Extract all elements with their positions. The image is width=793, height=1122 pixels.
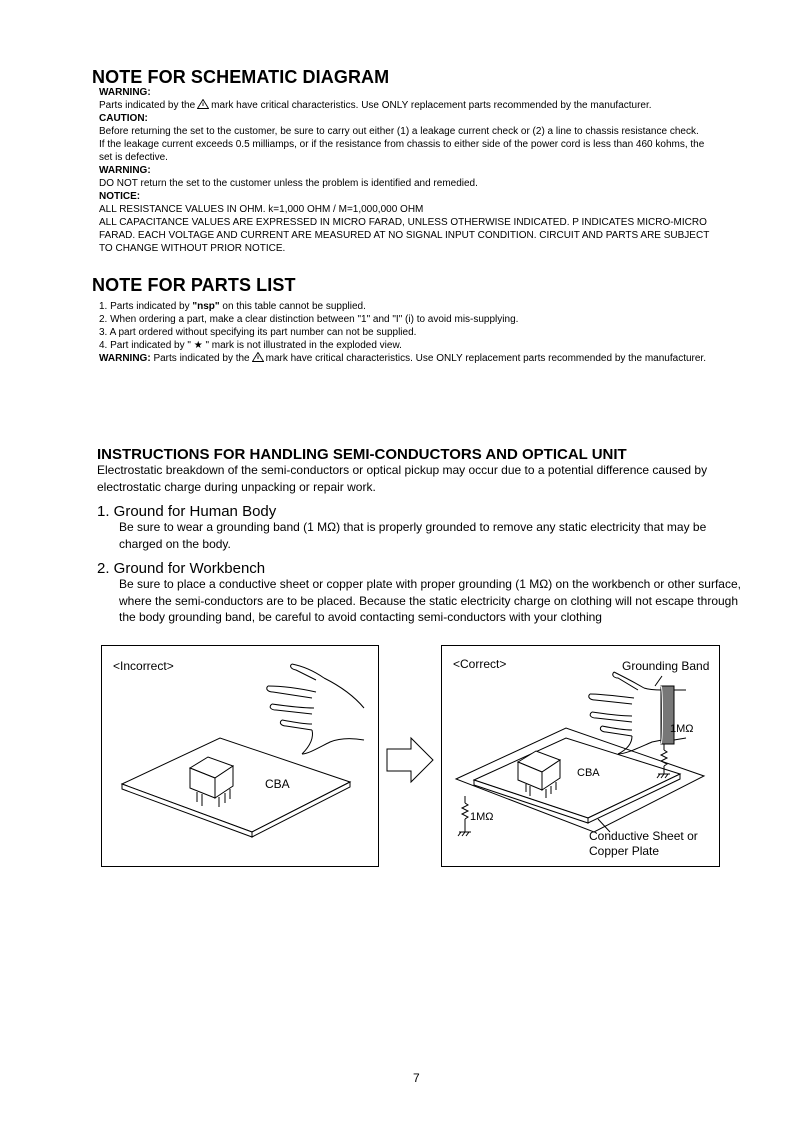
instructions-intro	[97, 462, 707, 495]
parts-title: NOTE FOR PARTS LIST	[92, 275, 296, 295]
cba-board	[122, 738, 350, 837]
notice-line: FARAD. EACH VOLTAGE AND CURRENT ARE MEASURED AT NO SIGNAL INPUT CONDITION. CIRCUIT AND PARTS ARE SUBJECT	[99, 230, 710, 241]
caution-line: Before returning the set to the customer, be sure to carry out either (1) a leakage current check or (2) a line to chassis resistance check.	[99, 126, 699, 137]
correct-diagram	[441, 645, 720, 867]
warning-label: WARNING:	[99, 87, 151, 98]
step-1-body	[119, 519, 706, 552]
parts-item-1: 1. Parts indicated by "nsp" on this table cannot be supplied.	[99, 301, 366, 312]
notice-line: ALL CAPACITANCE VALUES ARE EXPRESSED IN MICRO FARAD, UNLESS OTHERWISE INDICATED. P INDICATES MICRO-MICRO	[99, 217, 707, 228]
warning-text: Parts indicated by the mark have critical characteristics. Use ONLY replacement parts recommended by the manufacturer.	[99, 100, 652, 111]
incorrect-label: <Incorrect>	[113, 659, 174, 673]
correct-label: <Correct>	[453, 657, 507, 671]
warning2-label: WARNING:	[99, 165, 151, 176]
incorrect-diagram	[101, 645, 379, 867]
star-icon: ★	[193, 340, 203, 351]
step-1-line: charged on the body.	[119, 536, 231, 551]
step-2-line: Be sure to place a conductive sheet or copper plate with proper grounding (1 MΩ) on the workbench or other surface,	[119, 577, 741, 591]
grounding-band-label: Grounding Band	[622, 659, 710, 673]
parts-item-2: 2. When ordering a part, make a clear distinction between "1" and "I" (i) to avoid mis-supplying.	[99, 314, 519, 325]
notice-label: NOTICE:	[99, 191, 141, 202]
intro-line: electrostatic charge during unpacking or repair work.	[97, 479, 376, 494]
page-number: 7	[413, 1071, 420, 1085]
hand-icon	[267, 664, 364, 754]
warning-triangle-icon	[197, 99, 209, 109]
intro-line: Electrostatic breakdown of the semi-conductors or optical pickup may occur due to a potential difference caused by	[97, 463, 708, 477]
schematic-notes	[99, 86, 709, 255]
cba-label: CBA	[577, 767, 600, 779]
notice-line: TO CHANGE WITHOUT PRIOR NOTICE.	[99, 243, 286, 254]
notice-line: ALL RESISTANCE VALUES IN OHM. k=1,000 OHM / M=1,000,000 OHM	[99, 204, 424, 215]
caution-label: CAUTION:	[99, 113, 148, 124]
parts-notes	[99, 300, 706, 365]
caution-line: If the leakage current exceeds 0.5 milliamps, or if the resistance from chassis to either side of the power cord is less than 460 kohms, the	[99, 139, 705, 150]
sheet-resistor-label: 1MΩ	[470, 811, 494, 823]
warning-triangle-icon	[252, 352, 264, 362]
step-2-body	[119, 576, 741, 626]
schematic-title: NOTE FOR SCHEMATIC DIAGRAM	[92, 67, 390, 87]
conductive-sheet-label-1: Conductive Sheet or	[589, 829, 698, 843]
step-1-title: 1. Ground for Human Body	[97, 503, 277, 520]
conductive-sheet-label-2: Copper Plate	[589, 844, 660, 858]
band-resistor-label: 1MΩ	[670, 723, 694, 735]
step-2-line: the body grounding band, be careful to avoid contacting semi-conductors with your clothing	[119, 610, 602, 624]
parts-warning: WARNING: Parts indicated by the mark have critical characteristics. Use ONLY replacement parts recommended by the manufacturer.	[99, 353, 706, 364]
caution-line: set is defective.	[99, 152, 168, 163]
step-2-line: where the semi-conductors are to be placed. Because the static electricity charge on clothing will not escape through	[119, 593, 739, 608]
arrow-right-icon	[385, 735, 437, 785]
parts-item-3: 3. A part ordered without specifying its part number can not be supplied.	[99, 327, 417, 338]
step-1-line: Be sure to wear a grounding band (1 MΩ) that is properly grounded to remove any static electricity that may be	[119, 520, 707, 534]
step-2-title: 2. Ground for Workbench	[97, 560, 266, 577]
warning2-text: DO NOT return the set to the customer unless the problem is identified and remedied.	[99, 178, 478, 189]
instructions-title: INSTRUCTIONS FOR HANDLING SEMI-CONDUCTORS AND OPTICAL UNIT	[97, 446, 627, 463]
cba-board	[474, 738, 680, 823]
parts-item-4: 4. Part indicated by " ★ " mark is not illustrated in the exploded view.	[99, 340, 402, 351]
incorrect-illustration	[102, 646, 378, 866]
cba-label: CBA	[265, 777, 290, 791]
